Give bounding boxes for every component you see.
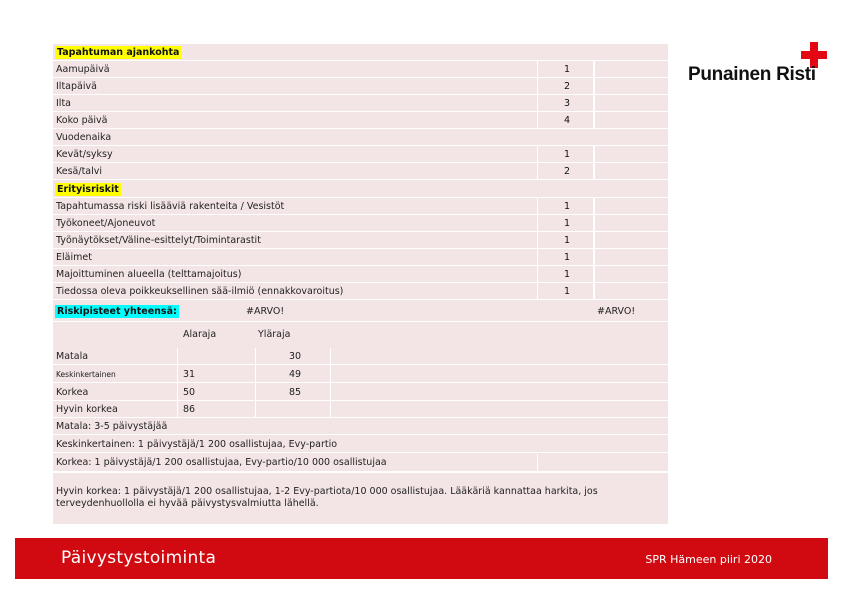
empty-cell <box>594 266 668 283</box>
row-value: 1 <box>564 218 571 229</box>
table-row <box>53 163 668 180</box>
row-label: Kevät/syksy <box>56 149 113 160</box>
footer-bar <box>15 538 828 579</box>
row-label: Koko päivä <box>56 115 108 126</box>
empty-cell <box>594 163 668 180</box>
note-row <box>53 436 668 453</box>
row-label: Työkoneet/Ajoneuvot <box>56 218 156 229</box>
note-text: Matala: 3-5 päivystäjää <box>56 421 168 432</box>
grid-divider <box>330 348 331 418</box>
row-label: Työnäytökset/Väline-esittelyt/Toimintarastit <box>56 235 261 246</box>
season-header: Vuodenaika <box>56 132 112 143</box>
low-limit: 86 <box>183 404 196 415</box>
row-label: Kesä/talvi <box>56 166 103 177</box>
limits-row <box>53 366 668 383</box>
empty-cell <box>594 78 668 95</box>
empty-cell <box>594 232 668 249</box>
empty-cell <box>594 215 668 232</box>
row-label: Tiedossa oleva poikkeuksellinen sää-ilmiö (ennakkovaroitus) <box>56 286 344 297</box>
high-limit: 30 <box>289 351 302 362</box>
total-value-right: #ARVO! <box>597 306 636 317</box>
note-row <box>53 418 668 435</box>
high-limit-header: Yläraja <box>258 329 291 340</box>
total-label: Riskipisteet yhteensä: <box>57 306 177 317</box>
row-value: 1 <box>564 149 571 160</box>
risk-level-label: Korkea <box>56 387 89 398</box>
row-label: Iltapäivä <box>56 81 97 92</box>
table-row <box>53 232 668 249</box>
note-row <box>53 454 668 472</box>
row-label: Aamupäivä <box>56 64 110 75</box>
empty-cell <box>594 283 668 300</box>
empty-cell <box>594 198 668 215</box>
limits-row <box>53 401 668 418</box>
season-header-row <box>53 129 668 146</box>
note-text: Korkea: 1 päivystäjä/1 200 osallistujaa, Evy-partio/10 000 osallistujaa <box>56 457 387 468</box>
high-limit: 85 <box>289 387 302 398</box>
special-header-row <box>53 181 668 198</box>
table-row <box>53 249 668 266</box>
low-limit: 50 <box>183 387 196 398</box>
row-label: Majoittuminen alueella (telttamajoitus) <box>56 269 242 280</box>
empty-cell <box>594 95 668 112</box>
row-value: 2 <box>564 166 571 177</box>
empty-cell <box>537 454 668 472</box>
row-value: 1 <box>564 286 571 297</box>
limits-row <box>53 348 668 365</box>
empty-cell <box>594 61 668 78</box>
limits-row <box>53 384 668 401</box>
timing-header: Tapahtuman ajankohta <box>57 47 180 58</box>
row-value: 1 <box>564 235 571 246</box>
note-row-multiline <box>53 472 668 524</box>
limits-header-row <box>53 325 668 347</box>
table-row <box>53 78 668 95</box>
row-label: Eläimet <box>56 252 92 263</box>
empty-cell <box>594 146 668 163</box>
grid-divider <box>255 348 256 418</box>
timing-header-row <box>53 44 668 61</box>
row-label: Tapahtumassa riski lisääviä rakenteita / Vesistöt <box>56 201 285 212</box>
table-row <box>53 266 668 283</box>
grid-divider <box>177 348 178 418</box>
risk-level-label: Matala <box>56 351 89 362</box>
total-value: #ARVO! <box>246 306 285 317</box>
row-value: 1 <box>564 269 571 280</box>
risk-level-label: Keskinkertainen <box>56 370 116 379</box>
high-limit: 49 <box>289 369 302 380</box>
table-row <box>53 283 668 300</box>
row-value: 3 <box>564 98 571 109</box>
low-limit: 31 <box>183 369 196 380</box>
row-value: 1 <box>564 201 571 212</box>
brand-logo-text: Punainen Risti <box>688 64 816 85</box>
empty-cell <box>594 112 668 129</box>
low-limit-header: Alaraja <box>183 329 217 340</box>
table-row <box>53 146 668 163</box>
row-value: 2 <box>564 81 571 92</box>
special-header: Erityisriskit <box>57 184 119 195</box>
total-row <box>53 303 668 322</box>
row-value: 4 <box>564 115 571 126</box>
footer-organization: SPR Hämeen piiri 2020 <box>645 553 772 566</box>
row-value: 1 <box>564 64 571 75</box>
empty-cell <box>594 249 668 266</box>
note-text: Keskinkertainen: 1 päivystäjä/1 200 osallistujaa, Evy-partio <box>56 439 338 450</box>
row-value: 1 <box>564 252 571 263</box>
table-row <box>53 215 668 232</box>
note-text: Hyvin korkea: 1 päivystäjä/1 200 osallistujaa, 1-2 Evy-partiota/10 000 osallistujaa. Lääkäriä kannattaa harkita, jos terveydenhuollolla ei hyvää päivystysvalmiutta lähellä. <box>56 486 598 509</box>
table-row <box>53 198 668 215</box>
risk-level-label: Hyvin korkea <box>56 404 118 415</box>
table-row <box>53 61 668 78</box>
footer-title: Päivystystoiminta <box>61 548 217 568</box>
table-row <box>53 112 668 129</box>
row-label: Ilta <box>56 98 71 109</box>
table-row <box>53 95 668 112</box>
